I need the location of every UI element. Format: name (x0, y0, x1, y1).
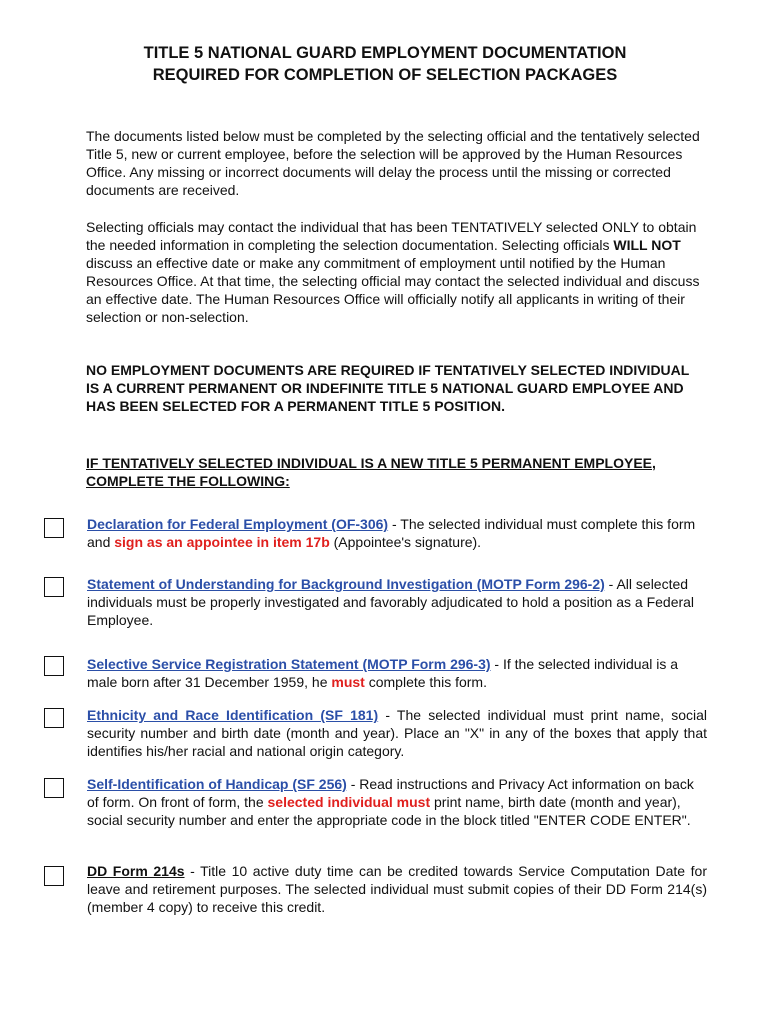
title-line-2: REQUIRED FOR COMPLETION OF SELECTION PACKAGES (152, 66, 618, 84)
item-sf-256 (87, 775, 707, 829)
red-emphasis: sign as an appointee in item 17b (114, 534, 330, 550)
item-of-306 (87, 515, 707, 551)
checkbox-motp-296-3[interactable] (44, 656, 64, 676)
item-text: - The selected individual must print name, social security number and birth date (month and year). Place an "X" in any of the boxes that apply that identifies his/her racial and national origin category. (87, 707, 707, 759)
checkbox-dd-214[interactable] (44, 866, 64, 886)
item-text: complete this form. (364, 674, 487, 690)
form-link-motp-296-3[interactable]: Selective Service Registration Statement (MOTP Form 296-3) (87, 656, 491, 672)
checkbox-of-306[interactable] (44, 518, 64, 538)
item-text: - All selected individuals must be properly investigated and favorably adjudicated to hold a position as a Federal Employee. (87, 576, 695, 628)
item-text: (Appointee's signature). (329, 534, 482, 550)
form-link-motp-296-2[interactable]: Statement of Understanding for Background Investigation (MOTP Form 296-2) (87, 576, 605, 592)
p2-text-a: Selecting officials may contact the individual that has been TENTATIVELY selected ONLY to obtain the needed information in completing the selection documentation. Selecting officials (86, 219, 697, 253)
red-emphasis: selected individual must (267, 794, 431, 810)
checkbox-sf-256[interactable] (44, 778, 64, 798)
item-text: - If the selected individual is a male born after 31 December 1959, he (87, 656, 679, 690)
item-motp-296-2 (87, 575, 707, 629)
intro-paragraph-1: The documents listed below must be completed by the selecting official and the tentatively selected Title 5, new or current employee, before the selection will be approved by the Human Resources Office. Any missing or incorrect documents will delay the process until the missing or corrected documents are received. (86, 128, 700, 198)
form-link-of-306[interactable]: Declaration for Federal Employment (OF-306) (87, 516, 389, 532)
form-link-sf-181[interactable]: Ethnicity and Race Identification (SF 181) (87, 707, 379, 723)
item-text: - Read instructions and Privacy Act information on back of form. On front of form, the (87, 776, 694, 810)
document-title (0, 42, 770, 86)
red-emphasis: must (331, 674, 365, 690)
item-motp-296-3 (87, 655, 707, 691)
intro-paragraph-2 (86, 218, 706, 326)
new-employee-heading: IF TENTATIVELY SELECTED INDIVIDUAL IS A NEW TITLE 5 PERMANENT EMPLOYEE, COMPLETE THE FOLLOWING: (86, 455, 656, 489)
checkbox-sf-181[interactable] (44, 708, 64, 728)
item-dd-214 (87, 862, 707, 916)
no-documents-notice: NO EMPLOYMENT DOCUMENTS ARE REQUIRED IF TENTATIVELY SELECTED INDIVIDUAL IS A CURRENT PERMANENT OR INDEFINITE TITLE 5 NATIONAL GUARD EMPLOYEE AND HAS BEEN SELECTED FOR A PERMANENT TITLE 5 POSITION. (86, 362, 690, 414)
p2-emphasis-will-not: WILL NOT (613, 237, 681, 253)
checkbox-motp-296-2[interactable] (44, 577, 64, 597)
item-text: print name, birth date (month and year), social security number and enter the appropriate code in the block titled "ENTER CODE ENTER". (87, 794, 691, 828)
item-text: - Title 10 active duty time can be credited towards Service Computation Date for leave and retirement purposes. The selected individual must submit copies of their DD Form 214(s) (member 4 copy) to receive this credit. (87, 863, 707, 915)
form-link-sf-256[interactable]: Self-Identification of Handicap (SF 256) (87, 776, 347, 792)
item-sf-181 (87, 706, 707, 760)
title-line-1: TITLE 5 NATIONAL GUARD EMPLOYMENT DOCUMENTATION (143, 44, 627, 62)
item-text: - The selected individual must complete this form and (87, 516, 696, 550)
form-name-dd-214: DD Form 214s (87, 863, 185, 879)
p2-text-c: discuss an effective date or make any commitment of employment until notified by the Human Resources Office. At that time, the selecting official may contact the selected individual and discuss an effective date. The Human Resources Office will officially notify all applicants in writing of their selection or non-selection. (86, 255, 700, 325)
